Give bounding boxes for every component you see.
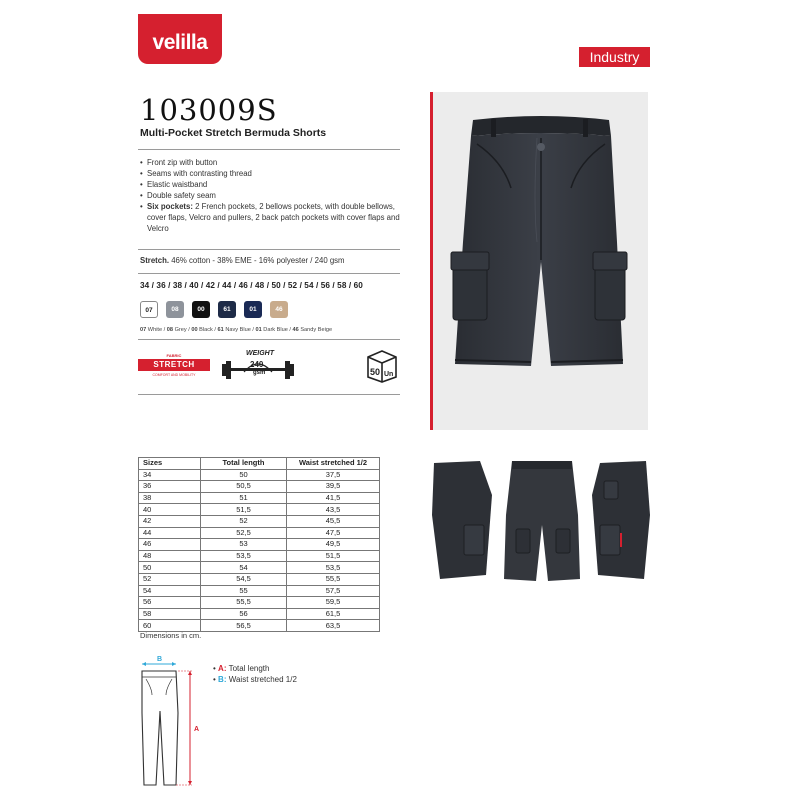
table-row [139, 550, 380, 562]
feature-item: • Seams with contrasting thread [140, 168, 408, 179]
table-cell: 47,5 [287, 527, 380, 539]
table-cell: 54 [139, 585, 201, 597]
diagram-letter-b: B [157, 656, 163, 663]
category-badge: Industry [579, 47, 650, 67]
table-cell: 43,5 [287, 504, 380, 516]
table-cell: 53,5 [287, 562, 380, 574]
table-cell: 54,5 [201, 573, 287, 585]
size-table [138, 457, 380, 632]
table-header: Sizes [139, 458, 201, 470]
feature-item: • Double safety seam [140, 190, 408, 201]
table-cell: 57,5 [287, 585, 380, 597]
divider [138, 339, 400, 340]
table-cell: 52,5 [201, 527, 287, 539]
feature-list [140, 157, 408, 234]
weight-badge: WEIGHT 240 gsm [220, 350, 296, 384]
table-cell: 53,5 [201, 550, 287, 562]
table-header: Total length [201, 458, 287, 470]
brand-logo [138, 14, 222, 64]
table-cell: 34 [139, 469, 201, 481]
divider [138, 149, 400, 150]
product-reference: 103009S [140, 93, 278, 127]
table-cell: 63,5 [287, 620, 380, 632]
table-cell: 48 [139, 550, 201, 562]
table-cell: 56,5 [201, 620, 287, 632]
table-row [139, 620, 380, 632]
available-sizes: 34 / 36 / 38 / 40 / 42 / 44 / 46 / 48 / 50 / 52 / 54 / 56 / 58 / 60 [140, 281, 363, 290]
table-cell: 56 [201, 608, 287, 620]
table-row [139, 504, 380, 516]
table-cell: 51 [201, 492, 287, 504]
table-cell: 38 [139, 492, 201, 504]
color-swatch-white[interactable]: 07 [140, 301, 158, 318]
table-cell: 50,5 [201, 481, 287, 493]
svg-text:Un: Un [384, 371, 394, 378]
table-cell: 60 [139, 620, 201, 632]
table-row [139, 515, 380, 527]
table-cell: 37,5 [287, 469, 380, 481]
table-cell: 46 [139, 539, 201, 551]
table-cell: 45,5 [287, 515, 380, 527]
table-cell: 49,5 [287, 539, 380, 551]
dimensions-note: Dimensions in cm. [140, 631, 202, 640]
table-cell: 36 [139, 481, 201, 493]
table-cell: 41,5 [287, 492, 380, 504]
alternate-views [420, 455, 660, 585]
feature-item: • Elastic waistband [140, 179, 408, 190]
color-legend: 07 White / 08 Grey / 00 Black / 61 Navy Blue / 01 Dark Blue / 46 Sandy Beige [140, 327, 333, 333]
measurement-legend [213, 663, 297, 685]
table-row [139, 597, 380, 609]
table-row [139, 562, 380, 574]
table-header-row [139, 458, 380, 470]
table-cell: 51,5 [287, 550, 380, 562]
product-title: Multi-Pocket Stretch Bermuda Shorts [140, 127, 327, 139]
table-row [139, 481, 380, 493]
color-swatch-grey[interactable]: 08 [166, 301, 184, 318]
table-cell: 54 [201, 562, 287, 574]
color-swatch-black[interactable]: 00 [192, 301, 210, 318]
table-row [139, 608, 380, 620]
color-swatch-beige[interactable]: 46 [270, 301, 288, 318]
legend-item-b: • B: Waist stretched 1/2 [213, 675, 297, 684]
table-cell: 52 [139, 573, 201, 585]
diagram-letter-a: A [194, 726, 200, 733]
fabric-composition: Stretch. 46% cotton - 38% EME - 16% polyester / 240 gsm [140, 256, 345, 265]
table-cell: 50 [201, 469, 287, 481]
table-cell: 44 [139, 527, 201, 539]
shorts-side-back-images [420, 455, 660, 585]
svg-text:50: 50 [370, 367, 381, 377]
table-row [139, 585, 380, 597]
table-cell: 61,5 [287, 608, 380, 620]
divider [138, 394, 400, 395]
table-cell: 40 [139, 504, 201, 516]
feature-item: • Front zip with button [140, 157, 408, 168]
table-cell: 39,5 [287, 481, 380, 493]
table-cell: 52 [201, 515, 287, 527]
shorts-front-image [433, 92, 648, 430]
divider [138, 273, 400, 274]
divider [138, 249, 400, 250]
package-box-icon [362, 347, 402, 383]
color-swatch-navy[interactable]: 61 [218, 301, 236, 318]
table-cell: 51,5 [201, 504, 287, 516]
legend-item-a: • A: Total length [213, 664, 270, 673]
table-row [139, 492, 380, 504]
table-cell: 56 [139, 597, 201, 609]
brand-logo-text: velilla [152, 31, 208, 54]
table-cell: 59,5 [287, 597, 380, 609]
table-cell: 50 [139, 562, 201, 574]
table-row [139, 573, 380, 585]
table-row [139, 469, 380, 481]
product-photo [433, 92, 648, 430]
table-cell: 55,5 [287, 573, 380, 585]
table-cell: 55,5 [201, 597, 287, 609]
measurement-diagram [130, 655, 210, 795]
feature-item: • Six pockets: 2 French pockets, 2 bellows pockets, with double bellows, cover flaps, Velcro and pullers, 2 back patch pockets with cover flaps and Velcro [140, 201, 408, 234]
table-header: Waist stretched 1/2 [287, 458, 380, 470]
table-cell: 42 [139, 515, 201, 527]
color-swatch-darkblue[interactable]: 01 [244, 301, 262, 318]
stretch-badge: FABRIC STRETCH COMFORT AND MOBILITY [138, 353, 210, 381]
stretch-ribbon: STRETCH [138, 359, 210, 371]
table-cell: 55 [201, 585, 287, 597]
table-cell: 58 [139, 608, 201, 620]
table-row [139, 539, 380, 551]
table-cell: 53 [201, 539, 287, 551]
table-row [139, 527, 380, 539]
